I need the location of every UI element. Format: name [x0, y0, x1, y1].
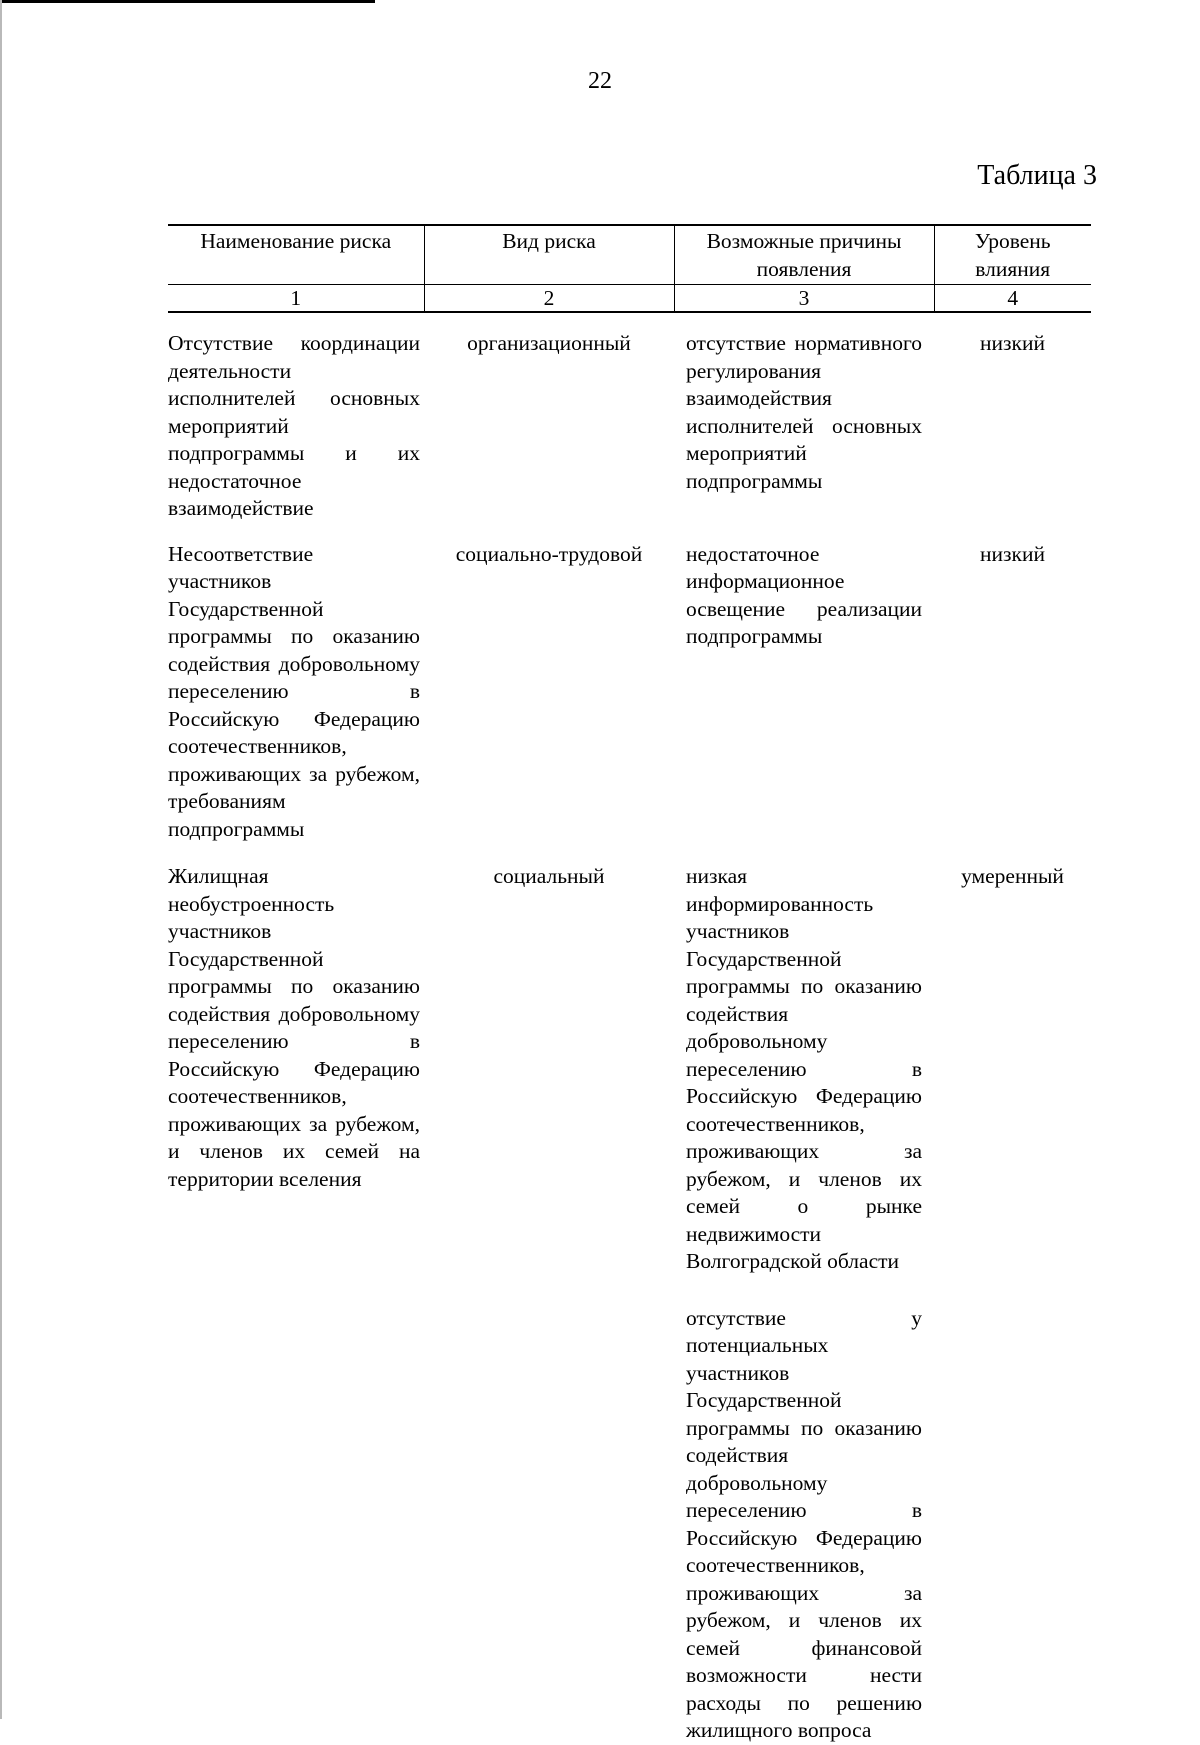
page-number: 22 [588, 68, 612, 94]
column-number: 2 [424, 285, 674, 313]
scan-edge-top [0, 0, 375, 3]
risk-cause: низкая информированность участников Государственной программы по оказанию содействия добровольному переселению в Российскую Федерацию соотечественников, проживающих за рубежом, и членов их семей о рынке недвижимости Волгоградской области [686, 864, 922, 1273]
impact-level-cell: низкий [980, 541, 1045, 566]
column-number-row [168, 285, 1091, 313]
impact-level-cell: умеренный [961, 864, 1064, 888]
table-header-row [168, 225, 1091, 285]
impact-level-cell: низкий [980, 331, 1045, 355]
risk-type-cell: социально-трудовой [455, 541, 643, 566]
risk-cause: отсутствие у потенциальных участников Государственной программы по оказанию содействия добровольному переселению в Российскую Федерацию соотечественников, проживающих за рубежом, и членов их семей финансовой возможности нести расходы по решению жилищного вопроса [686, 1305, 922, 1742]
risk-causes-cell [674, 312, 934, 523]
column-number: 1 [168, 285, 424, 313]
risk-table [168, 224, 1091, 1745]
table-caption: Таблица 3 [977, 160, 1097, 191]
header-risk-name: Наименование риска [168, 225, 424, 285]
risk-cause: отсутствие нормативного регулирования взаимодействия исполнителей основных мероприятий подпрограммы [686, 331, 922, 493]
scan-edge-left [0, 0, 2, 1719]
risk-causes-cell [674, 843, 934, 1745]
column-number: 4 [934, 285, 1091, 313]
risk-cause: недостаточное информационное освещение реализации подпрограммы [686, 541, 922, 648]
column-number: 3 [674, 285, 934, 313]
risk-causes-cell [674, 523, 934, 844]
risk-name-cell: Несоответствие участников Государственной программы по оказанию содействия добровольному переселению в Российскую Федерацию соотечественников, проживающих за рубежом, требованиям подпрограммы [168, 541, 420, 841]
header-risk-causes: Возможные причины появления [674, 225, 934, 285]
risk-type-cell: организационный [467, 331, 631, 355]
table-row [168, 312, 1091, 523]
header-risk-type: Вид риска [424, 225, 674, 285]
risk-name-cell: Жилищная необустроенность участников Государственной программы по оказанию содействия добровольному переселению в Российскую Федерацию соотечественников, проживающих за рубежом, и членов их семей на территории вселения [168, 864, 420, 1191]
table-row [168, 523, 1091, 844]
table-row [168, 843, 1091, 1745]
risk-type-cell: социальный [493, 864, 605, 888]
risk-name-cell: Отсутствие координации деятельности исполнителей основных мероприятий подпрограммы и их недостаточное взаимодействие [168, 331, 420, 520]
header-impact-level: Уровень влияния [934, 225, 1091, 285]
